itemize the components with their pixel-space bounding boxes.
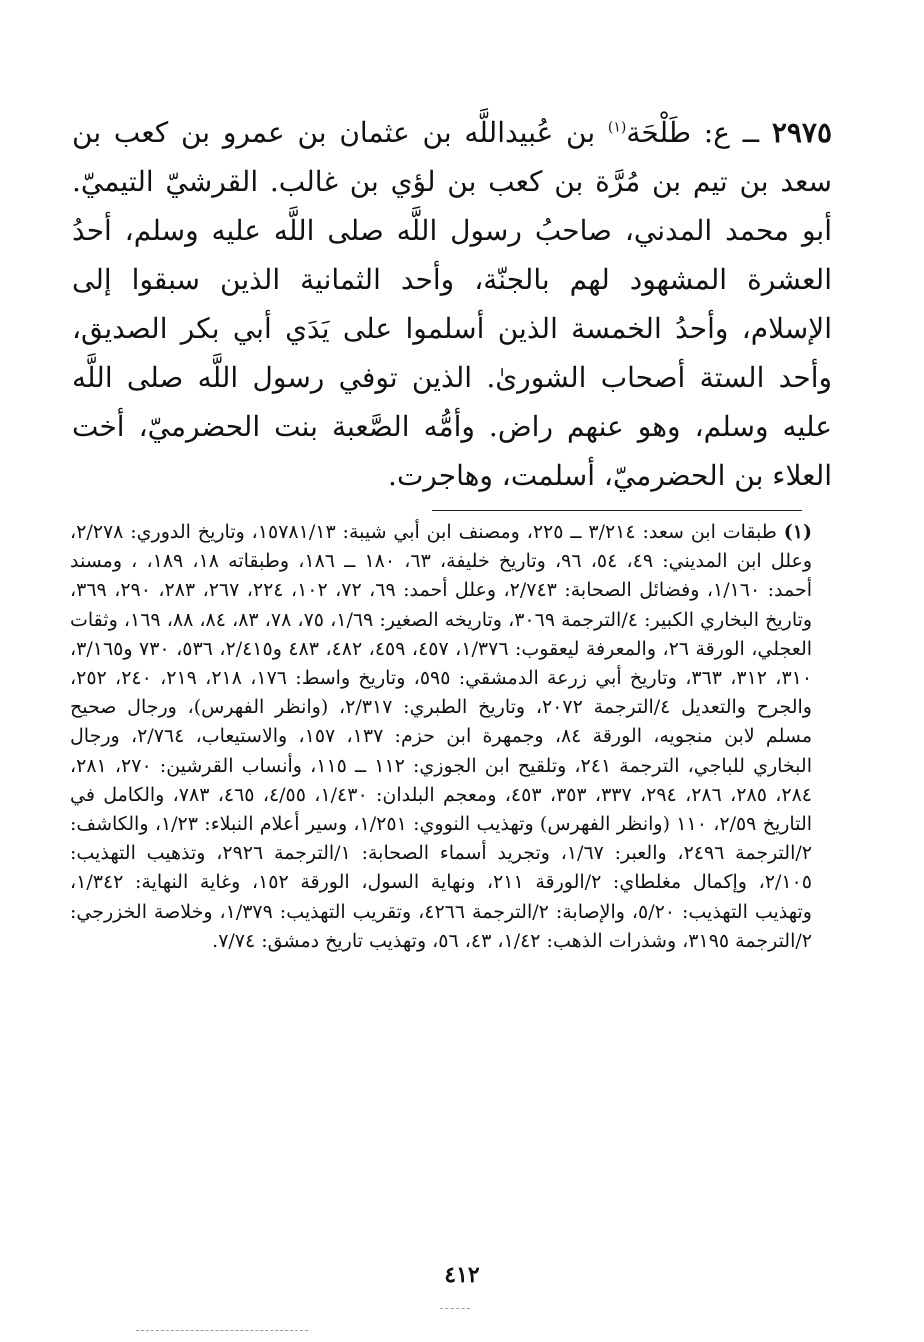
footnote xyxy=(70,518,812,956)
page-number: ٤١٢ xyxy=(444,1262,480,1288)
biography-entry xyxy=(72,108,832,500)
entry-body: بن عُبيداللَّه بن عثمان بن عمرو بن كعب بن سعد بن تيم بن مُرَّة بن كعب بن لؤي بن غالب. القرشيّ التيميّ. أبو محمد المدني، صاحبُ رسول اللَّه صلى اللَّه عليه وسلم، أحدُ العشرة المشهود لهم بالجنّة، وأحد الثمانية الذين سبقوا إلى الإسلام، وأحدُ الخمسة الذين أسلموا على يَدَي أبي بكر الصديق، وأحد الستة أصحاب الشورىٰ. الذين توفي رسول اللَّه صلى اللَّه عليه وسلم، وهو عنهم راض. وأمُّه الصَّعبة بنت الحضرميّ، أخت العلاء بن الحضرميّ، أسلمت، وهاجرت. xyxy=(72,116,832,492)
entry-name: طَلْحَة xyxy=(626,116,692,149)
footnote-reference[interactable]: (١) xyxy=(607,119,627,136)
bottom-rule-short xyxy=(440,1308,470,1309)
entry-number: ٢٩٧٥ xyxy=(771,116,832,149)
footnote-separator xyxy=(432,510,802,511)
bottom-rule-long xyxy=(136,1330,308,1331)
entry-dash-code: ــ ع: xyxy=(691,116,772,149)
footnote-text: طبقات ابن سعد: ٣/٢١٤ ــ ٢٢٥، ومصنف ابن أبي شيبة: ١٥٧٨١/١٣، وتاريخ الدوري: ٢/٢٧٨، وعلل ابن المديني: ٤٩، ٥٤، ٩٦، وتاريخ خليفة، ٦٣، ١٨٠ ــ ١٨٦، وطبقاته ١٨، ١٨٩، ، ومسند أحمد: ١/١٦٠، وفضائل الصحابة: ٢/٧٤٣، وعلل أحمد: ٦٩، ٧٢، ١٠٢، ٢٢٤، ٢٦٧، ٢٨٣، ٢٩٠، ٣٦٩، وتاريخ البخاري الكبير: ٤/الترجمة ٣٠٦٩، وتاريخه الصغير: ١/٦٩، ٧٥، ٧٨، ٨٣، ٨٤، ٨٨، ١٦٩، وثقات العجلي، الورقة ٢٦، والمعرفة ليعقوب: ١/٣٧٦، ٤٥٧، ٤٥٩، ٤٨٢، ٤٨٣ و٢/٤١٥، ٥٣٦، ٧٣٠ و٣/١٦٥، ٣١٠، ٣١٢، ٣٦٣، وتاريخ أبي زرعة الدمشقي: ٥٩٥، وتاريخ واسط: ١٧٦، ٢١٨، ٢١٩، ٢٤٠، ٢٥٢، والجرح والتعديل ٤/الترجمة ٢٠٧٢، وتاريخ الطبري: ٢/٣١٧، (وانظر الفهرس)، ورجال صحيح مسلم لابن منجويه، الورقة ٨٤، وجمهرة ابن حزم: ١٣٧، ١٥٧، والاستيعاب، ٢/٧٦٤، ورجال البخاري للباجي، الترجمة ٢٤١، وتلقيح ابن الجوزي: ١١٢ ــ ١١٥، وأنساب القرشين: ٢٧٠، ٢٨١، ٢٨٤، ٢٨٥، ٢٨٦، ٢٩٤، ٣٣٧، ٣٥٣، ٤٥٣، ومعجم البلدان: ١/٤٣٠، ٤/٥٥، ٤٦٥، ٧٨٣، والكامل في التاريخ ٢/٥٩، ١١٠ (وانظر الفهرس) وتهذيب النووي: ١/٢٥١، وسير أعلام النبلاء: ١/٢٣، والكاشف: ٢/الترجمة ٢٤٩٦، والعبر: ١/٦٧، وتجريد أسماء الصحابة: ١/الترجمة ٢٩٢٦، وتذهيب التهذيب: ٢/١٠٥، وإكمال مغلطاي: ٢/الورقة ٢١١، ونهاية السول، الورقة ١٥٢، وغاية النهاية: ١/٣٤٢، وتهذيب التهذيب: ٥/٢٠، والإصابة: ٢/الترجمة ٤٢٦٦، وتقريب التهذيب: ١/٣٧٩، وخلاصة الخزرجي: ٢/الترجمة ٣١٩٥، وشذرات الذهب: ١/٤٢، ٤٣، ٥٦، وتهذيب تاريخ دمشق: ٧/٧٤. xyxy=(70,521,813,952)
footnote-marker: (١) xyxy=(783,521,812,543)
